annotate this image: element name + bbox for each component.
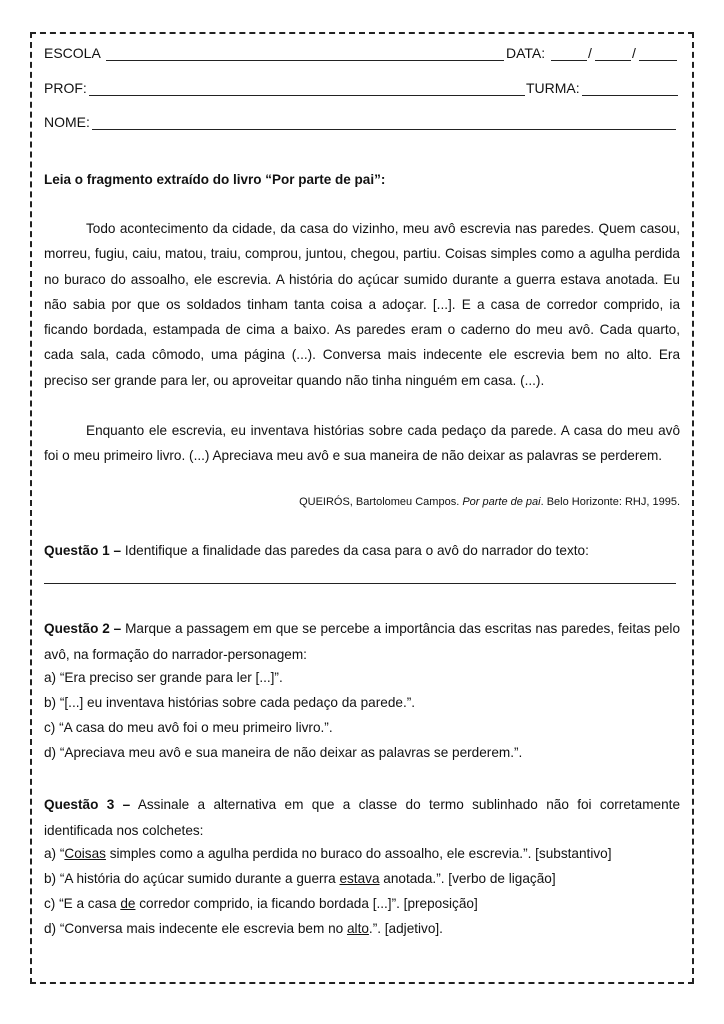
text-paragraph-1: Todo acontecimento da cidade, da casa do vizinho, meu avô escrevia nas paredes. Quem casou, morreu, fugiu, caiu, matou, traiu, comprou, juntou, chegou, partiu. Coisas simples como a agulha perdida no buraco do assoalho, ele escrevia. A história do açúcar sumido durante a guerra estava anotada. Eu não sabia por que os soldados tinham tanta coisa a adoçar. [...]. E a casa de corredor comprido, ia ficando bordada, estampada de cima a baixo. As paredes eram o caderno do meu avô. Cada quarto, cada sala, cada cômodo, uma página (...). Conversa mais indecente ele escrevia bem no alto. Era preciso ser grande para ler, ou aproveitar quando não tinha ninguém em casa. (...). [44, 221, 680, 388]
option-a-after: simples como a agulha perdida no buraco do assoalho, ele escrevia.”. [substantivo] [105, 846, 612, 861]
data-day-line[interactable] [551, 60, 587, 61]
turma-label: TURMA: [526, 80, 580, 96]
prof-label: PROF: [44, 80, 87, 96]
option-a-underlined: Coisas [64, 846, 106, 861]
nome-input-line[interactable] [92, 129, 676, 130]
text-paragraph-2: Enquanto ele escrevia, eu inventava histórias sobre cada pedaço da parede. A casa do meu avô foi o meu primeiro livro. (...) Apreciava meu avô e sua maneira de não deixar as palavras se perderem. [44, 423, 680, 464]
data-slash-2: / [632, 45, 636, 61]
question-2-label: Questão 2 – [44, 621, 122, 636]
instruction-heading: Leia o fragmento extraído do livro “Por parte de pai”: [44, 172, 386, 187]
question-3 [44, 792, 680, 844]
data-year-line[interactable] [639, 60, 677, 61]
question-1-label: Questão 1 – [44, 543, 122, 558]
escola-label: ESCOLA [44, 45, 101, 61]
turma-input-line[interactable] [582, 95, 678, 96]
question-1 [44, 543, 589, 558]
question-2-option-a[interactable]: a) “Era preciso ser grande para ler [...]”. [44, 670, 283, 685]
data-label: DATA: [506, 45, 546, 61]
prof-input-line[interactable] [89, 95, 525, 96]
question-1-answer-line[interactable] [44, 583, 676, 584]
question-1-text: Identifique a finalidade das paredes da casa para o avô do narrador do texto: [124, 543, 589, 558]
option-d-before: d) “Conversa mais indecente ele escrevia bem no [44, 921, 347, 936]
data-slash-1: / [588, 45, 592, 61]
data-month-line[interactable] [595, 60, 631, 61]
question-3-option-d[interactable] [44, 921, 443, 936]
option-b-underlined: estava [339, 871, 380, 886]
question-2-option-c[interactable]: c) “A casa do meu avô foi o meu primeiro livro.”. [44, 720, 333, 735]
question-2 [44, 616, 680, 668]
question-2-text: Marque a passagem em que se percebe a importância das escritas nas paredes, feitas pelo avô, na formação do narrador-personagem: [44, 621, 680, 662]
option-a-before: a) “ [44, 846, 65, 861]
citation-title: Por parte de pai [462, 496, 541, 508]
option-c-underlined: de [120, 896, 136, 911]
citation-author: QUEIRÓS, Bartolomeu Campos. [299, 496, 460, 508]
option-c-after: corredor comprido, ia ficando bordada [...]”. [preposição] [135, 896, 478, 911]
option-b-before: b) “A história do açúcar sumido durante a guerra [44, 871, 340, 886]
option-b-after: anotada.”. [verbo de ligação] [379, 871, 556, 886]
question-2-option-d[interactable]: d) “Apreciava meu avô e sua maneira de não deixar as palavras se perderem.”. [44, 745, 523, 760]
question-3-option-c[interactable] [44, 896, 478, 911]
question-3-option-b[interactable] [44, 871, 556, 886]
question-2-option-b[interactable]: b) “[...] eu inventava histórias sobre cada pedaço da parede.”. [44, 695, 416, 710]
question-3-label: Questão 3 – [44, 797, 131, 812]
question-3-text: Assinale a alternativa em que a classe do termo sublinhado não foi corretamente identificada nos colchetes: [44, 797, 681, 838]
option-d-underlined: alto [347, 921, 369, 936]
option-c-before: c) “E a casa [44, 896, 121, 911]
option-d-after: .”. [adjetivo]. [368, 921, 443, 936]
citation-rest: . Belo Horizonte: RHJ, 1995. [540, 496, 680, 508]
citation [299, 496, 680, 508]
nome-label: NOME: [44, 114, 90, 130]
escola-input-line[interactable] [106, 60, 504, 61]
question-3-option-a[interactable] [44, 846, 611, 861]
